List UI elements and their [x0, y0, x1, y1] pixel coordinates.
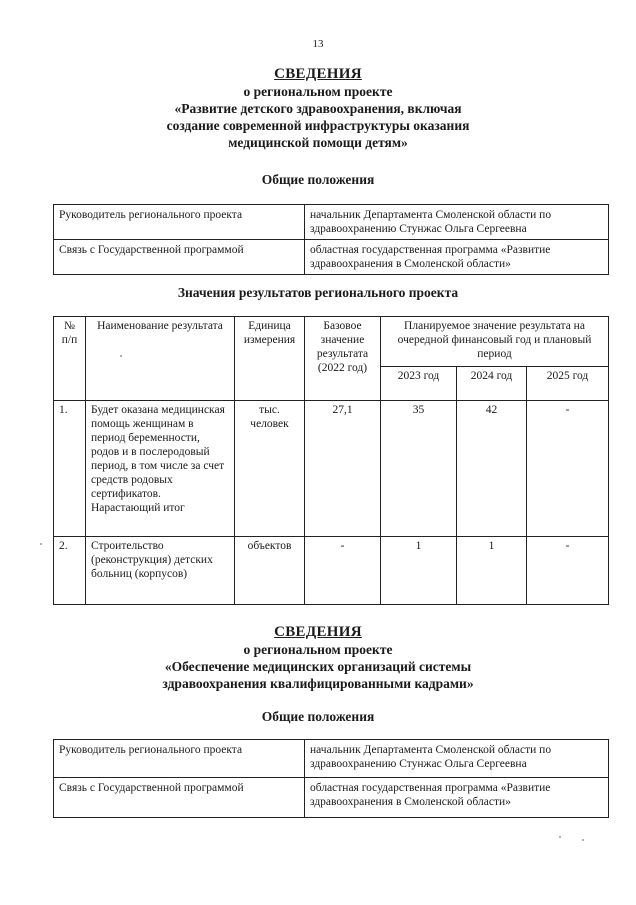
- general-value: областная государственная программа «Развитие здравоохранения в Смоленской области»: [305, 240, 609, 275]
- general-label: Связь с Государственной программой: [54, 240, 305, 275]
- row-num: 1.: [54, 401, 86, 537]
- table-header-row: [54, 317, 609, 367]
- scan-speck: [40, 543, 42, 545]
- table-row: [54, 240, 609, 275]
- header-name: Наименование результата: [86, 317, 235, 401]
- section1-subtitle-line: создание современной инфраструктуры оказания: [166, 118, 470, 133]
- row-num: 2.: [54, 537, 86, 605]
- table-row: [54, 205, 609, 240]
- header-year: 2025 год: [527, 367, 609, 401]
- section1-subtitle-line: о региональном проекте: [243, 84, 393, 99]
- row-name: Строительство (реконструкция) детских больниц (корпусов): [86, 537, 235, 605]
- results-heading: Значения результатов регионального проекта: [177, 285, 459, 300]
- header-planned: Планируемое значение результата на очередной финансовый год и плановый период: [381, 317, 609, 367]
- section2-subtitle-line: «Обеспечение медицинских организаций системы: [164, 659, 472, 674]
- section2-subtitle-line: здравоохранения квалифицированными кадрами»: [162, 676, 474, 691]
- section2-title: СВЕДЕНИЯ: [274, 624, 362, 640]
- table-row: [54, 778, 609, 818]
- results-table: [53, 316, 609, 605]
- general-value: начальник Департамента Смоленской области по здравоохранению Стунжас Ольга Сергеевна: [305, 740, 609, 778]
- header-year: 2024 год: [457, 367, 527, 401]
- scan-speck: [120, 355, 122, 357]
- row-2024: 42: [457, 401, 527, 537]
- section1-title: СВЕДЕНИЯ: [274, 66, 362, 82]
- header-year: 2023 год: [381, 367, 457, 401]
- table-row: [54, 401, 609, 537]
- section2-general-heading: Общие положения: [261, 709, 375, 724]
- row-2024: 1: [457, 537, 527, 605]
- row-base: -: [305, 537, 381, 605]
- section1-subtitle-line: медицинской помощи детям»: [228, 135, 408, 150]
- row-unit: объектов: [235, 537, 305, 605]
- general-label: Руководитель регионального проекта: [54, 740, 305, 778]
- row-2023: 1: [381, 537, 457, 605]
- row-2023: 35: [381, 401, 457, 537]
- row-name: Будет оказана медицинская помощь женщинам в период беременности, родов и в послеродовый период, в том числе за счет средств родовых сертификатов. Нарастающий итог: [86, 401, 235, 537]
- section1-general-table: [53, 204, 609, 275]
- section1-subtitle-line: «Развитие детского здравоохранения, включая: [174, 101, 462, 116]
- section1-general-heading: Общие положения: [261, 172, 375, 187]
- table-row: [54, 740, 609, 778]
- row-2025: -: [527, 537, 609, 605]
- table-row: [54, 537, 609, 605]
- scan-speck: [582, 839, 584, 841]
- row-unit: тыс. человек: [235, 401, 305, 537]
- header-unit: Единица измерения: [235, 317, 305, 401]
- section1-header: [0, 66, 636, 151]
- general-label: Связь с Государственной программой: [54, 778, 305, 818]
- general-value: областная государственная программа «Развитие здравоохранения в Смоленской области»: [305, 778, 609, 818]
- section2-general-table: [53, 739, 609, 818]
- general-value: начальник Департамента Смоленской области по здравоохранению Стунжас Ольга Сергеевна: [305, 205, 609, 240]
- page-number: 13: [312, 38, 324, 50]
- header-num: № п/п: [54, 317, 86, 401]
- row-2025: -: [527, 401, 609, 537]
- general-label: Руководитель регионального проекта: [54, 205, 305, 240]
- header-base: Базовое значение результата (2022 год): [305, 317, 381, 401]
- section2-header: [0, 624, 636, 692]
- scan-speck: [559, 836, 561, 838]
- section2-subtitle-line: о региональном проекте: [243, 642, 393, 657]
- row-base: 27,1: [305, 401, 381, 537]
